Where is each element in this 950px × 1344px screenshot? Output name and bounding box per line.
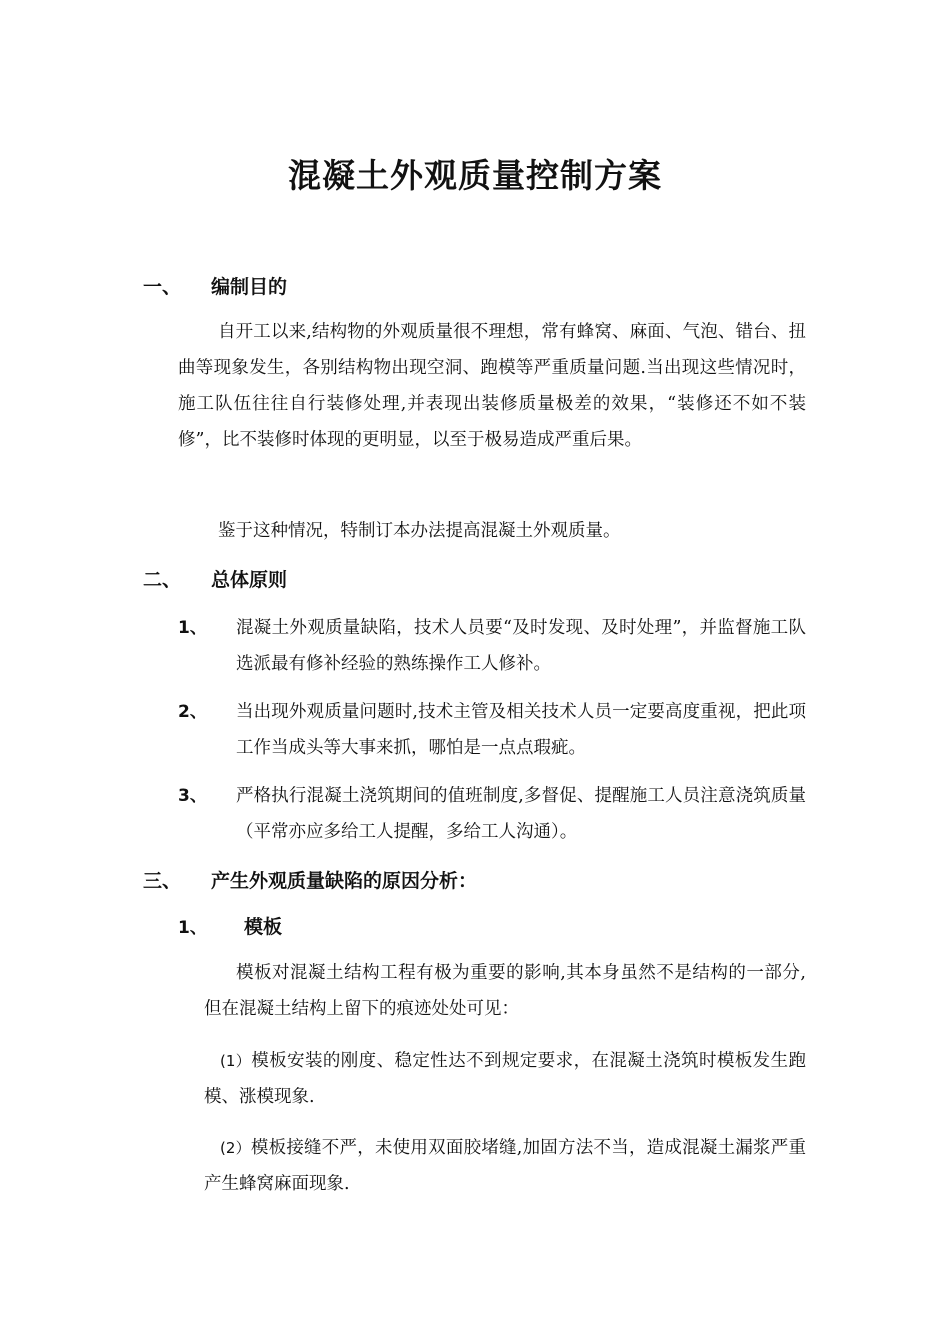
list-item [178,694,806,766]
document-title: 混凝土外观质量控制方案 [288,156,662,195]
list-item-text: 严格执行混凝土浇筑期间的值班制度,多督促、提醒施工人员注意浇筑质量（平常亦应多给工人提醒，多给工人沟通）。 [236,786,806,842]
point-text: 模板安装的刚度、稳定性达不到规定要求，在混凝土浇筑时模板发生跑模、涨模现象. [204,1051,806,1107]
list-item-number: 1、 [178,618,207,638]
paragraph: 模板对混凝土结构工程有极为重要的影响,其本身虽然不是结构的一部分,但在混凝土结构上留下的痕迹处处可见： [204,963,806,1019]
list-item-number: 3、 [178,786,207,806]
section-number: 二、 [143,569,182,591]
list-item-number: 2、 [178,702,207,722]
section-heading-2 [143,565,287,592]
section-heading-3 [143,866,477,893]
list-item [178,610,806,682]
section-title: 产生外观质量缺陷的原因分析： [211,870,478,892]
point-label: (2） [220,1139,251,1157]
section-heading-1 [143,272,287,299]
list-item [178,778,806,850]
list-item-text: 当出现外观质量问题时,技术主管及相关技术人员一定要高度重视，把此项工作当成头等大事来抓，哪怕是一点点瑕疵。 [236,702,806,758]
point-text: 模板接缝不严，未使用双面胶堵缝,加固方法不当，造成混凝土漏浆严重产生蜂窝麻面现象. [204,1138,806,1194]
list-item-text: 混凝土外观质量缺陷，技术人员要“及时发现、及时处理”，并监督施工队选派最有修补经验的熟练操作工人修补。 [236,618,806,674]
section-number: 三、 [143,870,182,892]
subsection-number: 1、 [178,918,207,938]
numbered-point [204,1130,806,1202]
section-title: 编制目的 [211,276,288,298]
paragraph: 自开工以来,结构物的外观质量很不理想，常有蜂窝、麻面、气泡、错台、扭曲等现象发生，各别结构物出现空洞、跑模等严重质量问题.当出现这些情况时，施工队伍往往自行装修处理,并表现出装修质量极差的效果，“装修还不如不装修”，比不装修时体现的更明显，以至于极易造成严重后果。 [178,322,806,450]
paragraph: 鉴于这种情况，特制订本办法提高混凝土外观质量。 [218,521,621,541]
section-number: 一、 [143,276,182,298]
subsection-title: 模板 [244,916,283,938]
section-title: 总体原则 [211,569,288,591]
subsection-heading [178,912,282,939]
numbered-point [204,1043,806,1115]
point-label: (1） [220,1052,252,1070]
